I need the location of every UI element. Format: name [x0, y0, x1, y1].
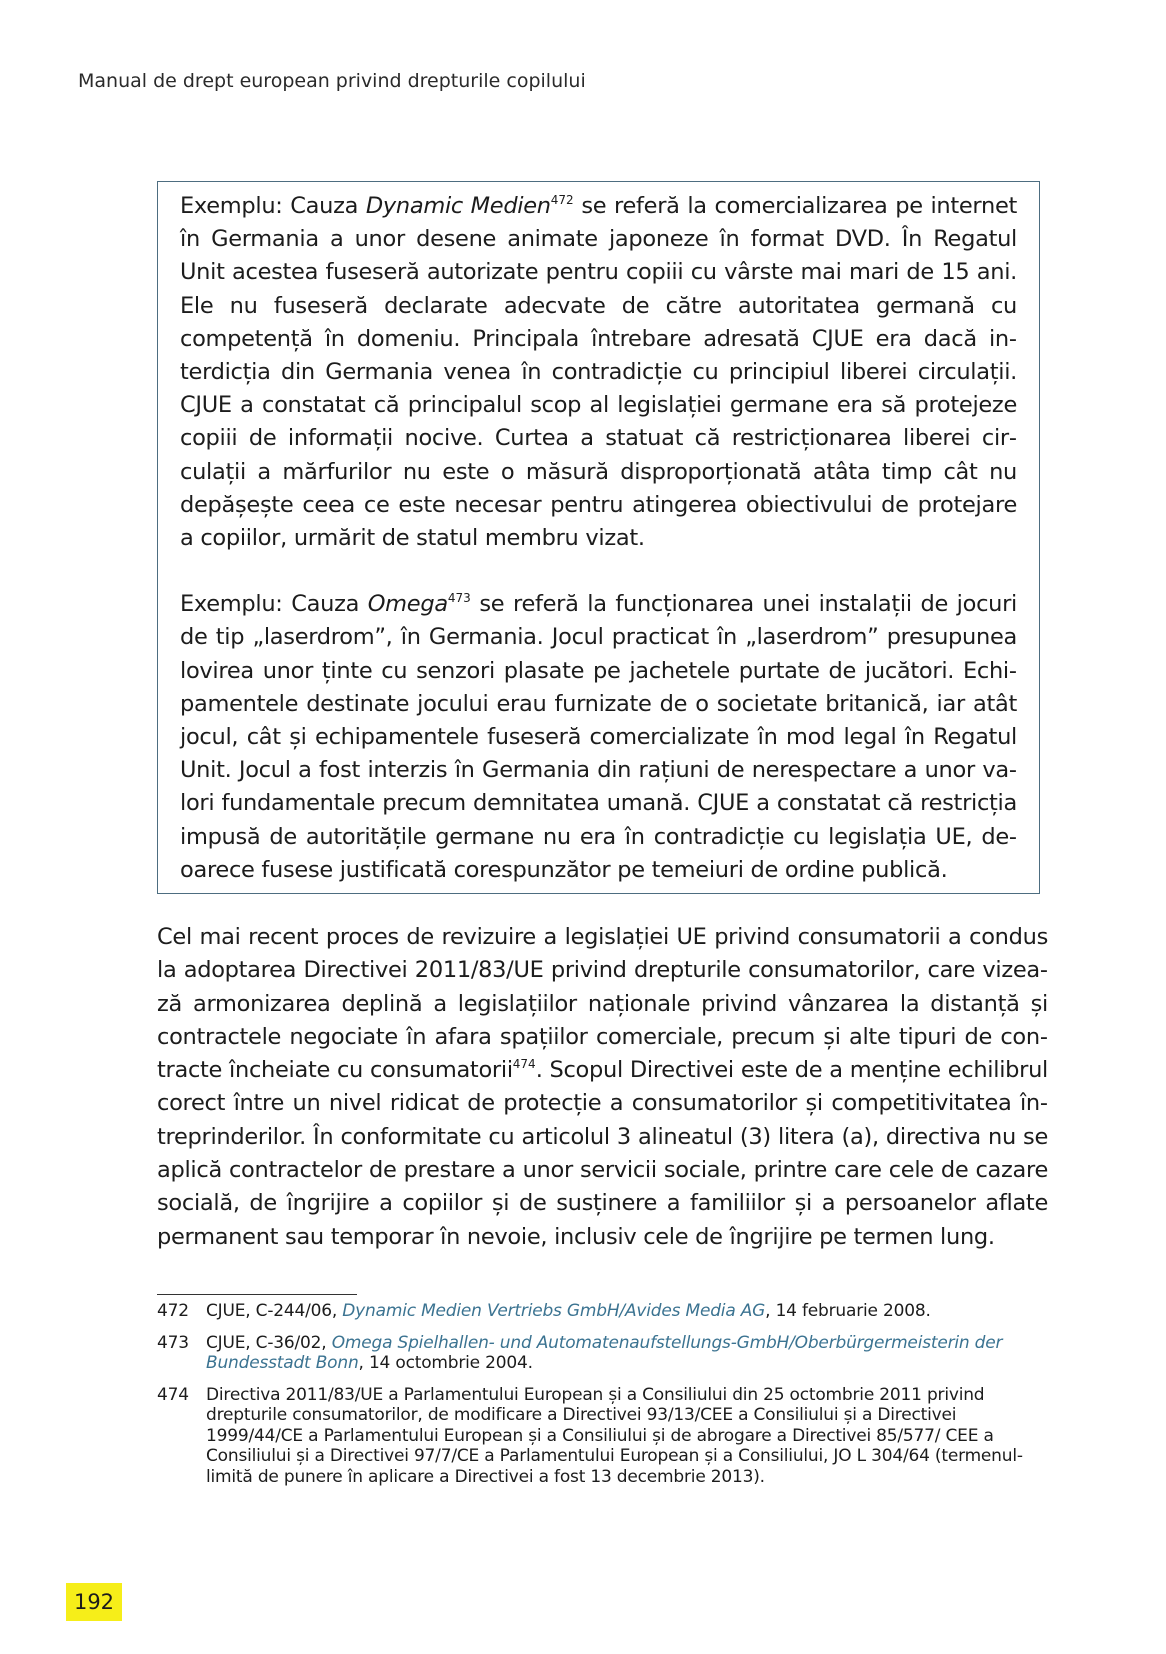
case-name: Dynamic Medien [365, 193, 551, 219]
footnote-date: , 14 octombrie 2004. [358, 1353, 533, 1373]
footnote-text [206, 1333, 1048, 1374]
footnote-court-ref: CJUE, C-244/06, [206, 1301, 343, 1321]
body-text-start: Cel mai recent proces de revizuire a legislației UE privind consumatorii a condus la adoptarea Directivei 2011/83/UE privind drepturile consumatorilor, care vizează armonizarea deplină a legislațiilor naționale privind vânzarea la distanță și contractele negociate în afara spațiilor comerciale, precum și alte tipuri de contracte încheiate cu consumatorii [157, 924, 1048, 1084]
footnote-474 [157, 1385, 1048, 1488]
footnote-472 [157, 1301, 1048, 1322]
footnote-divider [157, 1294, 357, 1295]
footnote-ref[interactable]: 473 [447, 591, 471, 606]
footnote-text [206, 1301, 1048, 1322]
example-text: se referă la comercializarea pe internet în Germania a unor desene animate japoneze în format DVD. În Regatul Unit acestea fuseseră autorizate pentru copiii cu vârste mai mari de 15 ani. Ele nu fuseseră declarate adecvate de către autoritatea germană cu competență în domeniu. Principala întrebare adresată CJUE era dacă interdicția din Germania venea în contradicție cu principiul liberei circulații. CJUE a constatat că principalul scop al legislației germane era să protejeze copiii de informații nocive. Curtea a statuat că restricționarea liberei circulații a mărfurilor nu este o măsură disproporționată atâta timp cât nu depășește ceea ce este necesar pentru atingerea obiectivului de protejare a copiilor, urmărit de statul membru vizat. [180, 193, 1018, 552]
footnote-text: Directiva 2011/83/UE a Parlamentului European și a Consiliului din 25 octombrie 2011 privind drepturile consumatorilor, de modificare a Directivei 93/13/CEE a Consiliului și a Directivei 1999/44/CE a Parlamentului European și a Consiliului și de abrogare a Directivei 85/577/ CEE a Consiliului și a Directivei 97/7/CE a Parlamentului European și a Consiliului, JO L 304/64 (termenul-limită de punere în aplicare a Directivei a fost 13 decembrie 2013). [206, 1384, 1023, 1487]
body-paragraph [157, 921, 1048, 1254]
case-link[interactable]: Dynamic Medien Vertriebs GmbH/Avides Media AG [342, 1301, 766, 1321]
example-paragraph-omega [180, 588, 1017, 887]
case-link[interactable]: Omega Spielhallen- und Automatenaufstellungs-GmbH/Oberbürgermeisterin der Bundesstadt Bonn [206, 1332, 1003, 1373]
example-text: se referă la funcționarea unei instalații de jocuri de tip „laserdrom”, în Germania. Jocul practicat în „laserdrom” presupunea lovirea unor ținte cu senzori plasate pe jachetele purtate de jucători. Echipamentele destinate jocului erau furnizate de o societate britanică, iar atât jocul, cât și echipamentele fuseseră comercializate în mod legal în Regatul Unit. Jocul a fost interzis în Germania din rațiuni de nerespectare a unor valori fundamentale precum demnitatea umană. CJUE a constatat că restricția impusă de autoritățile germane nu era în contradicție cu legislația UE, deoarece fusese justificată corespunzător pe temeiuri de ordine publică. [180, 591, 1017, 883]
running-header: Manual de drept european privind drepturile copilului [78, 70, 586, 92]
footnote-ref[interactable]: 472 [550, 193, 574, 207]
case-name: Omega [367, 591, 448, 618]
body-text-end: . Scopul Directivei este de a menține echilibrul corect între un nivel ridicat de protecție a consumatorilor și competitivitatea întreprinderilor. În conformitate cu articolul 3 alineatul (3) litera (a), directiva nu se aplică contractelor de prestare a unor servicii sociale, printre care cele de cazare socială, de îngrijire a copiilor și de susținere a familiilor și a persoanelor aflate permanent sau temporar în nevoie, inclusiv cele de îngrijire pe termen lung. [157, 1057, 1049, 1250]
page-number: 192 [66, 1583, 122, 1621]
example-box [157, 181, 1040, 894]
footnote-court-ref: CJUE, C-36/02, [206, 1332, 332, 1353]
example-lead: Exemplu: Cauza [180, 193, 366, 219]
footnote-number: 472 [157, 1301, 189, 1321]
footnote-number: 473 [157, 1332, 189, 1353]
footnotes [157, 1301, 1048, 1498]
footnote-number: 474 [157, 1384, 189, 1405]
footnote-473 [157, 1333, 1048, 1374]
example-lead: Exemplu: Cauza [180, 591, 368, 618]
example-paragraph-dynamic-medien [180, 190, 1017, 555]
footnote-ref[interactable]: 474 [512, 1057, 536, 1072]
footnote-date: , 14 februarie 2008. [765, 1301, 931, 1321]
